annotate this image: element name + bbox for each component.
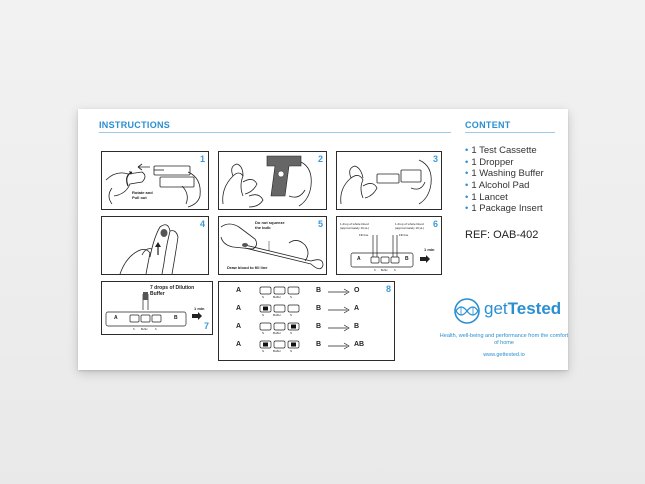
step-1-caption: Rotate and Pull out [132,190,153,200]
step-7-label-s2: S [155,328,157,331]
step-4-illustration [102,217,208,274]
result-letter-b: B [316,305,322,312]
step-6-number: 6 [432,219,438,229]
cassette-label: Buffer [273,295,281,299]
step-1-panel [101,151,209,210]
cassette-label: Buffer [273,349,281,353]
cassette-label: S [262,295,265,299]
cassette-well [274,341,285,348]
instruction-card [78,109,568,370]
agglutination-mark [291,343,296,347]
cassette-label: S [290,295,293,299]
content-list [465,145,544,215]
step-1-number: 1 [199,154,205,164]
bullet-icon: • [465,145,469,156]
brand-name [484,299,561,319]
content-divider [465,132,555,133]
blood-type-result: B [354,323,360,330]
cassette-label: S [262,313,265,317]
step-6-letter-a: A [357,256,361,262]
step-6-fill-line-left: Fill line [359,233,369,237]
step-6-panel [336,216,442,275]
step-7-letter-a: A [114,315,118,321]
result-letter-a: A [236,323,242,330]
bullet-icon: • [465,203,469,215]
arrow-right-icon [327,287,395,301]
content-item [465,145,544,157]
bullet-icon: • [465,168,469,180]
content-item [465,192,544,204]
step-2-illustration [219,152,326,209]
step-6-fill-line-right: Fill line [399,233,409,237]
result-letter-b: B [316,323,322,330]
bullet-icon: • [465,191,469,203]
dna-icon [452,297,482,325]
cassette-label: Buffer [273,331,281,335]
step-7-timer: 1 min [194,306,205,311]
step-7-panel [101,281,213,335]
cassette-label: Buffer [273,313,281,317]
step-5-bottom-caption: Draw blood to fill line [227,265,268,270]
cassette-well [260,287,271,294]
content-item-label: 1 Alcohol Pad [471,180,530,192]
step-7-label-s1: S [133,328,135,331]
brand-tagline: Health, well-being and performance from the comfort of home [439,333,569,346]
step-5-number: 5 [317,219,323,229]
brand-url: www.gettested.io [483,352,525,358]
result-letter-a: A [236,305,242,312]
step-7-letter-b: B [174,315,178,321]
result-row [219,321,394,335]
result-row [219,303,394,317]
instructions-divider [99,132,451,133]
step-8-number: 8 [385,284,391,294]
step-5-panel [218,216,327,275]
cassette-label: S [290,313,293,317]
result-letter-b: B [316,341,322,348]
content-heading: CONTENT [465,120,511,130]
cassette-well [274,287,285,294]
content-item-label: 1 Test Cassette [471,145,537,156]
bullet-icon: • [465,180,469,192]
cassette-well [288,287,299,294]
step-4-panel [101,216,209,275]
arrow-right-icon [327,305,395,319]
brand-name-light: get [484,299,508,318]
cassette-well [274,305,285,312]
step-3-number: 3 [432,154,438,164]
step-3-panel [336,151,442,210]
content-item-label: 1 Washing Buffer [471,168,544,180]
step-8-panel [218,281,395,361]
cassette-label: S [262,331,265,335]
reference-code: REF: OAB-402 [465,229,539,241]
step-2-number: 2 [317,154,323,164]
result-letter-a: A [236,341,242,348]
content-item [465,157,544,169]
agglutination-mark [263,307,268,311]
step-6-label-s2: S [394,269,396,272]
step-1-illustration [102,152,208,209]
blood-type-result: A [354,305,360,312]
result-row [219,285,394,299]
result-letter-a: A [236,287,242,294]
content-item [465,168,544,180]
cassette-label: S [290,349,293,353]
arrow-right-icon [327,323,395,337]
step-2-panel [218,151,327,210]
step-6-timer: 1 min [424,247,435,252]
step-6-letter-b: B [405,256,409,262]
step-6-left-note: 1 drop of whole blood (approximately 10 µL) [340,222,370,230]
step-6-right-note: 1 drop of whole blood (approximately 10 µL) [395,222,425,230]
instructions-heading: INSTRUCTIONS [99,120,171,130]
result-row [219,339,394,353]
content-item-label: 1 Lancet [471,191,508,203]
blood-type-result: AB [354,341,365,348]
step-3-illustration [337,152,441,209]
cassette-label: S [262,349,265,353]
step-4-number: 4 [199,219,205,229]
content-item-label: 1 Dropper [471,156,514,168]
step-7-number: 7 [203,321,209,331]
cassette-label: S [290,331,293,335]
step-7-title: 7 drops of Dilution Buffer [150,285,195,297]
step-7-label-buffer: Buffer [141,328,148,331]
brand-logo [452,297,572,325]
content-item-label: 1 Package Insert [471,203,543,215]
step-5-top-caption: Do not squeeze the bulb [255,220,285,230]
agglutination-mark [291,325,296,329]
step-6-label-buffer: Buffer [381,269,388,272]
cassette-well [260,323,271,330]
bullet-icon: • [465,156,469,168]
content-item [465,180,544,192]
cassette-well [288,305,299,312]
blood-type-result: O [354,287,360,294]
content-item [465,203,544,215]
brand-name-bold: Tested [507,299,562,318]
result-letter-b: B [316,287,322,294]
cassette-well [274,323,285,330]
agglutination-mark [263,343,268,347]
step-6-label-s1: S [374,269,376,272]
